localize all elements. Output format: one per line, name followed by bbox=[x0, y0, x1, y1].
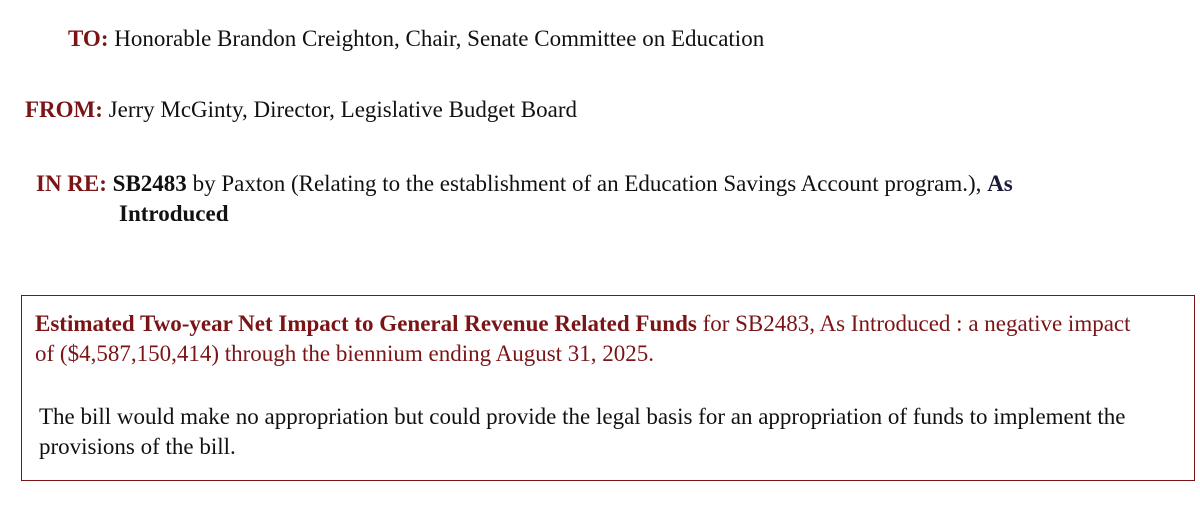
fiscal-impact-box bbox=[21, 295, 1195, 481]
memo-in-re-line bbox=[36, 169, 1013, 199]
bill-description: by Paxton (Relating to the establishment of an Education Savings Account program.), bbox=[186, 171, 988, 196]
fiscal-impact-detail: for SB2483, As Introduced : a negative impact of ($4,587,150,414) through the biennium ending August 31, 2025. bbox=[35, 311, 1131, 366]
appropriation-note: The bill would make no appropriation but could provide the legal basis for an appropriation of funds to implement the provisions of the bill. bbox=[39, 404, 1126, 459]
from-value: Jerry McGinty, Director, Legislative Budget Board bbox=[102, 97, 577, 122]
in-re-label: IN RE: bbox=[36, 171, 107, 196]
fiscal-impact-heading: Estimated Two-year Net Impact to General Revenue Related Funds bbox=[35, 311, 697, 336]
fiscal-impact-summary bbox=[35, 309, 1155, 369]
bill-number: SB2483 bbox=[106, 171, 187, 196]
memo-to-line bbox=[68, 24, 764, 54]
from-label: FROM: bbox=[25, 97, 103, 122]
to-label: TO: bbox=[68, 26, 109, 51]
memo-from-line bbox=[25, 95, 577, 125]
bill-status-part1: As bbox=[987, 171, 1013, 196]
to-value: Honorable Brandon Creighton, Chair, Senate Committee on Education bbox=[108, 26, 765, 51]
bill-status-part2: Introduced bbox=[119, 201, 229, 226]
